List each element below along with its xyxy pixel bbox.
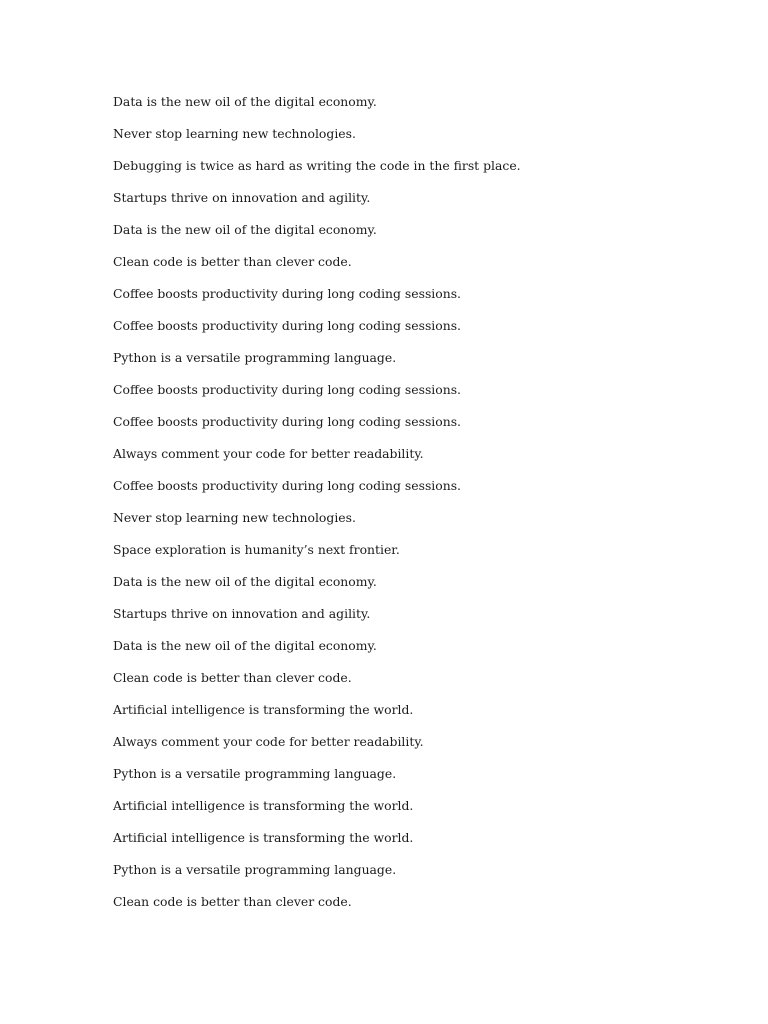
text-line-8: Coffee boosts productivity during long coding sessions. [113, 318, 461, 333]
text-body [113, 94, 713, 926]
text-line-11: Coffee boosts productivity during long coding sessions. [113, 414, 461, 429]
text-line-2: Never stop learning new technologies. [113, 126, 356, 141]
text-line-1: Data is the new oil of the digital economy. [113, 94, 377, 109]
text-line-9: Python is a versatile programming language. [113, 350, 397, 365]
text-line-20: Artificial intelligence is transforming the world. [113, 702, 414, 717]
text-line-16: Data is the new oil of the digital economy. [113, 574, 377, 589]
text-line-19: Clean code is better than clever code. [113, 670, 352, 685]
text-line-21: Always comment your code for better readability. [113, 734, 424, 749]
text-line-22: Python is a versatile programming language. [113, 766, 397, 781]
text-line-5: Data is the new oil of the digital economy. [113, 222, 377, 237]
text-line-13: Coffee boosts productivity during long coding sessions. [113, 478, 461, 493]
text-line-12: Always comment your code for better readability. [113, 446, 424, 461]
text-line-10: Coffee boosts productivity during long coding sessions. [113, 382, 461, 397]
text-line-18: Data is the new oil of the digital economy. [113, 638, 377, 653]
text-line-23: Artificial intelligence is transforming the world. [113, 798, 414, 813]
text-line-24: Artificial intelligence is transforming the world. [113, 830, 414, 845]
text-line-4: Startups thrive on innovation and agility. [113, 190, 371, 205]
text-line-17: Startups thrive on innovation and agility. [113, 606, 371, 621]
text-line-25: Python is a versatile programming language. [113, 862, 397, 877]
text-line-26: Clean code is better than clever code. [113, 894, 352, 909]
text-line-6: Clean code is better than clever code. [113, 254, 352, 269]
text-line-3: Debugging is twice as hard as writing the code in the first place. [113, 158, 521, 173]
text-line-7: Coffee boosts productivity during long coding sessions. [113, 286, 461, 301]
text-line-15: Space exploration is humanity’s next frontier. [113, 542, 400, 557]
text-line-14: Never stop learning new technologies. [113, 510, 356, 525]
